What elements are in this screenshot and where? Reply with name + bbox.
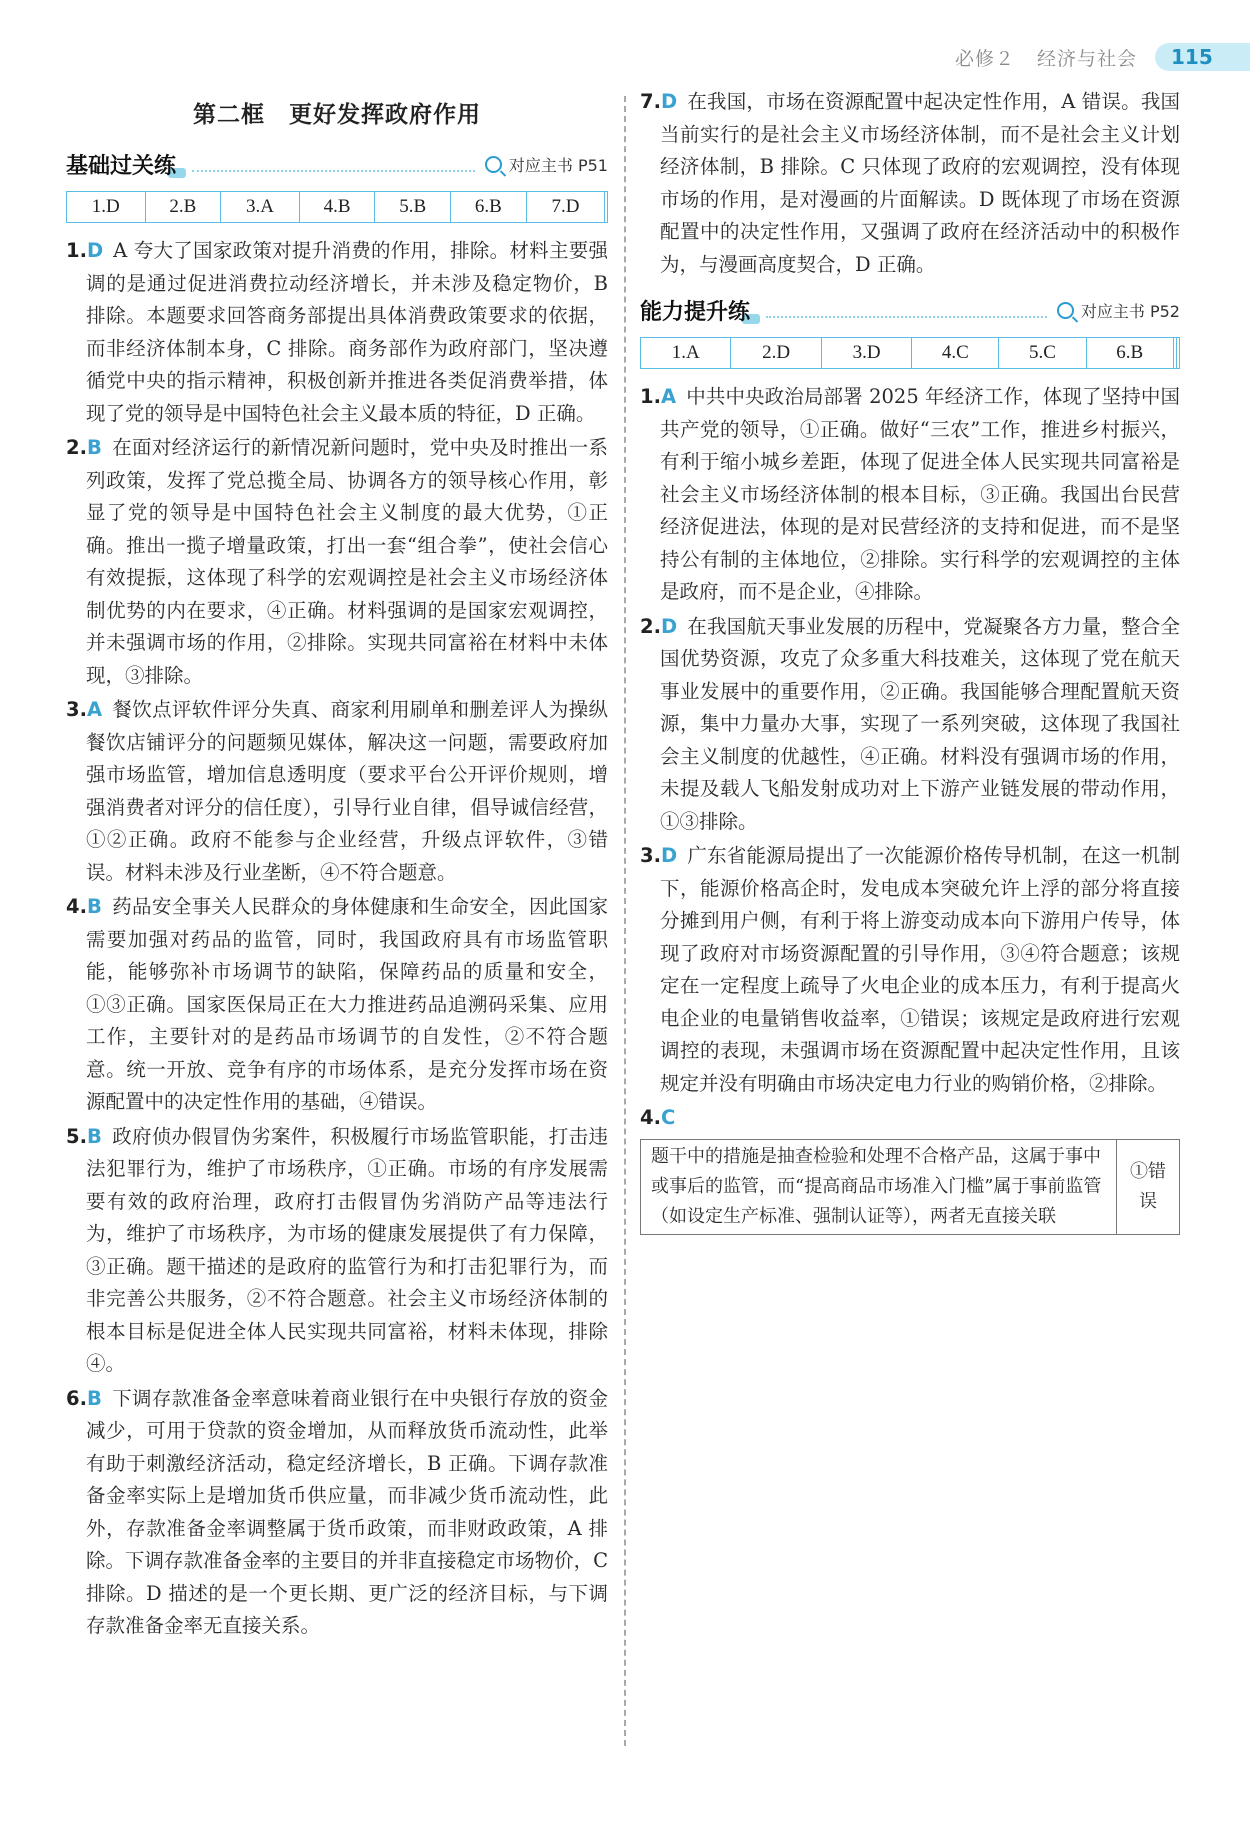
magnifier-icon: [1057, 302, 1074, 319]
advanced-section-title: 能力提升练: [640, 295, 756, 326]
advanced-ref-text: 对应主书 P52: [1080, 301, 1180, 321]
question-number: 5.: [66, 1124, 87, 1148]
lesson-title: 第二框 更好发挥政府作用: [193, 102, 481, 128]
explanation-text: 下调存款准备金率意味着商业银行在中央银行存放的资金减少，可用于贷款的资金增加，从而释放货币流动性，此举有助于刺激经济活动，稳定经济增长，B 正确。下调存款准备金率实际上是增加货币供应量，而非减少货币流动性，此外，存款准备金率调整属于货币政策，而非财政政策，A 排除。下调存款准备金率的主要目的并非直接稳定市场物价，C 排除。D 描述的是一个更长期、更广泛的经济目标，与下调存款准备金率无直接关系。: [86, 1386, 608, 1637]
question-number: 4.: [66, 895, 87, 918]
explanation-text: 广东省能源局提出了一次能源价格传导机制，在这一机制下，能源价格高企时，发电成本突破允许上浮的部分将直接分摊到用户侧，有利于将上游变动成本向下游用户传导，体现了政府对市场资源配置的引导作用，③④符合题意；该规定在一定程度上疏导了火电企业的成本压力，有利于提高火电企业的电量销售收益率，①错误；该规定是政府进行宏观调控的表现，未强调市场在资源配置中起决定性作用，且该规定并没有明确由市场决定电力行业的购销价格，②排除。: [660, 844, 1180, 1095]
basic-question-6: [66, 1383, 608, 1643]
advanced-section-header: [640, 293, 1180, 327]
answer-letter: B: [86, 1124, 102, 1148]
running-head: [955, 42, 1250, 72]
answer-letter: D: [660, 614, 678, 638]
answer-letter: B: [86, 895, 102, 918]
answer-cell: 6.B: [1086, 338, 1173, 369]
answer-cell: 5.C: [999, 338, 1086, 369]
answer-cell: 3.D: [821, 338, 911, 369]
answer-letter: D: [660, 90, 678, 113]
answer-cell: 2.D: [731, 338, 821, 369]
answer-cell: 1.A: [641, 338, 731, 369]
left-column: [66, 86, 608, 1645]
basic-question-2: [66, 432, 608, 692]
advanced-question-4: [640, 1102, 1180, 1135]
question-number: 2.: [640, 614, 661, 638]
dotted-leader: [766, 302, 1047, 318]
answer-cell: [605, 192, 608, 223]
question-number: 3.: [640, 844, 661, 867]
answer-cell: [1176, 338, 1179, 369]
answer-letter: D: [660, 844, 678, 867]
basic-question-1: [66, 235, 608, 430]
explanation-text: 在面对经济运行的新情况新问题时，党中央及时推出一系列政策，发挥了党总揽全局、协调各方的领导核心作用，彰显了党的领导是中国特色社会主义制度的最大优势，①正确。推出一揽子增量政策，打出一套“组合拳”，使社会信心有效提振，这体现了科学的宏观调控是社会主义市场经济体制优势的内在要求，④正确。材料强调的是国家宏观调控，并未强调市场的作用，②排除。实现共同富裕在材料中未体现，③排除。: [86, 436, 608, 687]
answer-letter: A: [660, 385, 677, 408]
advanced-answer-table: [640, 337, 1180, 369]
answer-letter: A: [86, 698, 103, 721]
explanation-text: 在我国，市场在资源配置中起决定性作用，A 错误。我国当前实行的是社会主义市场经济体制，而不是社会主义计划经济体制，B 排除。C 只体现了政府的宏观调控，没有体现市场的作用，是对漫画的片面解读。D 既体现了市场在资源配置中的决定性作用，又强调了政府在经济活动中的积极作为，与漫画高度契合，D 正确。: [660, 90, 1180, 276]
explanation-text: 药品安全事关人民群众的身体健康和生命安全，因此国家需要加强对药品的监管，同时，我国政府具有市场监管职能，能够弥补市场调节的缺陷，保障药品的质量和安全，①③正确。国家医保局正在大力推进药品追溯码采集、应用工作，主要针对的是药品市场调节的自发性，②不符合题意。统一开放、竞争有序的市场体系，是充分发挥市场在资源配置中的决定性作用的基础，④错误。: [86, 895, 608, 1113]
basic-answer-table: [66, 191, 608, 223]
question-number: 7.: [640, 90, 661, 113]
basic-question-5: [66, 1121, 608, 1381]
answer-cell: 4.C: [912, 338, 999, 369]
book-label: 必修２: [954, 47, 1015, 70]
answer-letter: D: [86, 239, 104, 262]
dotted-leader: [192, 156, 475, 172]
basic-question-7: [640, 86, 1180, 281]
answer-cell: 7.D: [526, 192, 605, 223]
question-4-analysis-table: [640, 1139, 1180, 1235]
basic-question-4: [66, 891, 608, 1119]
basic-question-3: [66, 694, 608, 889]
answer-cell: 3.A: [221, 192, 300, 223]
page-number-tab: [1155, 43, 1250, 71]
right-column: [640, 86, 1180, 1235]
running-head-text: [955, 44, 1137, 71]
question-number: 6.: [66, 1386, 87, 1410]
answer-cell: 1.D: [67, 192, 146, 223]
answer-cell: 4.B: [299, 192, 375, 223]
explanation-text: 在我国航天事业发展的历程中，党凝聚各方力量，整合全国优势资源，攻克了众多重大科技难关，这体现了党在航天事业发展中的重要作用，②正确。我国能够合理配置航天资源，集中力量办大事，实现了一系列突破，这体现了我国社会主义制度的优越性，④正确。材料没有强调市场的作用，未提及载人飞船发射成功对上下游产业链发展的带动作用，①③排除。: [660, 614, 1180, 833]
advanced-question-3: [640, 840, 1180, 1100]
answer-letter: B: [86, 1386, 102, 1410]
answer-letter: C: [660, 1106, 676, 1129]
question-number: 2.: [66, 436, 87, 459]
answer-cell: 5.B: [375, 192, 451, 223]
answer-cell: 6.B: [451, 192, 527, 223]
question-number: 3.: [66, 698, 87, 721]
answer-letter: B: [86, 436, 102, 459]
advanced-question-2: [640, 611, 1180, 839]
explanation-text: 中共中央政治局部署 2025 年经济工作，体现了坚持中国共产党的领导，①正确。做好“三农”工作，推进乡村振兴，有利于缩小城乡差距，体现了促进全体人民实现共同富裕是社会主义市场经济体制的根本目标，③正确。我国出台民营经济促进法，体现的是对民营经济的支持和促进，而不是坚持公有制的主体地位，②排除。实行科学的宏观调控的主体是政府，而不是企业，④排除。: [660, 385, 1180, 603]
subject-label: 经济与社会: [1036, 47, 1137, 70]
analysis-verdict: ①错误: [1117, 1139, 1180, 1234]
question-number: 1.: [640, 385, 661, 408]
advanced-section-reference: [1057, 299, 1180, 322]
advanced-question-1: [640, 381, 1180, 609]
explanation-text: A 夸大了国家政策对提升消费的作用，排除。材料主要强调的是通过促进消费拉动经济增长，并未涉及稳定物价，B 排除。本题要求回答商务部提出具体消费政策要求的依据，而非经济体制本身，C 排除。商务部作为政府部门，坚决遵循党中央的指示精神，积极创新并推进各类促消费举措，体现了党的领导是中国特色社会主义最本质的特征，D 正确。: [86, 239, 608, 425]
analysis-text: 题干中的措施是抽查检验和处理不合格产品，这属于事中或事后的监管，而“提高商品市场准入门槛”属于事前监管（如设定生产标准、强制认证等），两者无直接关联: [641, 1139, 1117, 1234]
explanation-text: 餐饮点评软件评分失真、商家利用刷单和删差评人为操纵餐饮店铺评分的问题频见媒体，解决这一问题，需要政府加强市场监管，增加信息透明度（要求平台公开评价规则，增强消费者对评分的信任度），引导行业自律，倡导诚信经营，①②正确。政府不能参与企业经营，升级点评软件，③错误。材料未涉及行业垄断，④不符合题意。: [86, 698, 608, 884]
magnifier-icon: [485, 156, 502, 173]
answer-cell: 2.B: [145, 192, 221, 223]
column-divider: [624, 96, 626, 1746]
question-number: 1.: [66, 239, 87, 262]
basic-ref-text: 对应主书 P51: [508, 155, 608, 175]
explanation-text: 政府侦办假冒伪劣案件，积极履行市场监管职能，打击违法犯罪行为，维护了市场秩序，①正确。市场的有序发展需要有效的政府治理，政府打击假冒伪劣消防产品等违法行为，维护了市场秩序，为市场的健康发展提供了有力保障，③正确。题干描述的是政府的监管行为和打击犯罪行为，而非完善公共服务，②不符合题意。社会主义市场经济体制的根本目标是促进全体人民实现共同富裕，材料未体现，排除④。: [86, 1124, 608, 1375]
page-number: 115: [1171, 45, 1213, 69]
basic-section-reference: [485, 153, 608, 176]
basic-section-title: 基础过关练: [66, 149, 182, 180]
basic-section-header: [66, 147, 608, 181]
question-number: 4.: [640, 1106, 661, 1129]
